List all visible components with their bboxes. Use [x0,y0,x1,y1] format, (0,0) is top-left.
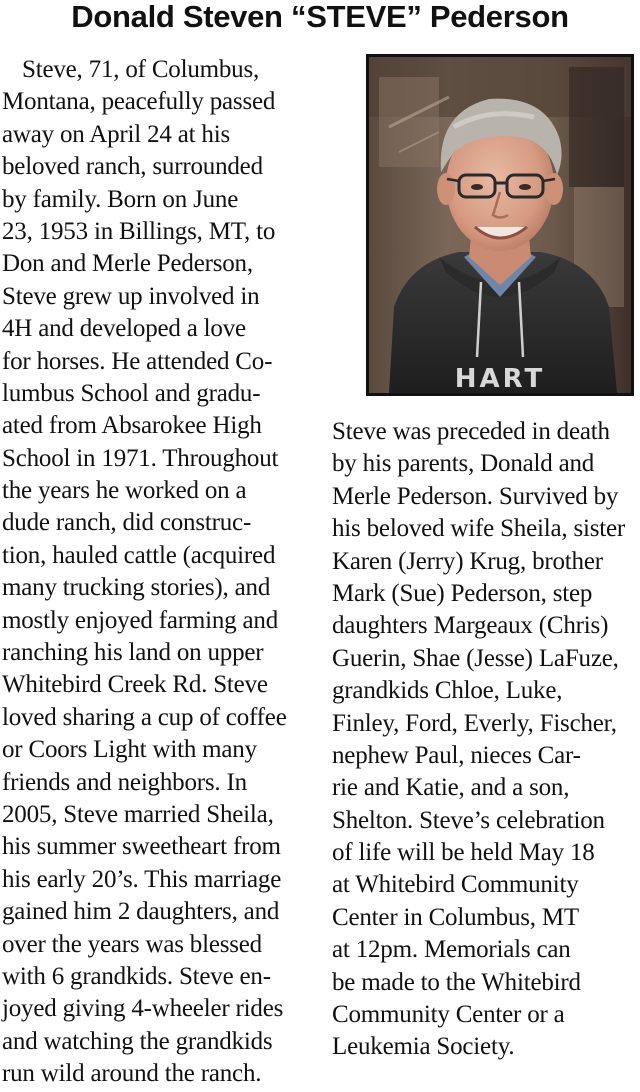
text-line: or Coors Light with many [2,736,257,764]
text-line: over the years was blessed [2,930,262,958]
text-line: dude ranch, did construc- [2,509,252,537]
text-line: Steve grew up involved in [2,282,260,310]
text-line: at 12pm. Memorials can [332,936,571,964]
text-line: Steve was preceded in death [332,418,610,445]
text-line: his beloved wife Sheila, sister [332,515,626,543]
text-line: his early 20’s. This marriage [2,865,282,893]
text-line: grandkids Chloe, Luke, [332,677,563,705]
text-line: Don and Merle Pederson, [2,250,253,278]
text-line: School in 1971. Throughout [2,444,279,472]
text-line: ranching his land on upper [2,639,264,667]
text-line: Karen (Jerry) Krug, brother [332,547,603,575]
obituary-left-column [2,54,318,1091]
text-line: lumbus School and gradu- [2,379,261,407]
text-line: Guerin, Shae (Jesse) LaFuze, [332,644,619,672]
text-line: Montana, peacefully passed [2,88,276,116]
text-line: away on April 24 at his [2,120,231,148]
text-line: Community Center or a [332,1001,565,1029]
text-line: daughters Margeaux (Chris) [332,612,609,640]
text-line: by family. Born on June [2,185,239,213]
portrait-photo [366,54,634,396]
text-line: joyed giving 4-wheeler rides [2,995,284,1023]
text-line: ated from Absarokee High [2,412,262,440]
text-line: at Whitebird Community [332,871,579,899]
text-line: Leukemia Society. [332,1033,515,1061]
text-line: run wild around the ranch. [2,1060,262,1088]
text-line: and watching the grandkids [2,1027,273,1055]
text-line: 2005, Steve married Sheila, [2,800,274,828]
shirt-lettering: HART [454,364,546,393]
text-line: many trucking stories), and [2,574,271,602]
text-line: Finley, Ford, Everly, Fischer, [332,709,617,737]
text-line: Center in Columbus, MT [332,903,579,931]
text-line: of life will be held May 18 [332,839,595,867]
text-line: his summer sweetheart from [2,833,281,861]
portrait-illustration [369,57,631,393]
text-line: mostly enjoyed farming and [2,606,278,634]
text-line: friends and neighbors. In [2,768,247,796]
text-line: be made to the Whitebird [332,968,581,996]
text-line: gained him 2 daughters, and [2,898,280,926]
obituary-right-column [332,416,640,1064]
obituary-title: Donald Steven “STEVE” Pederson [71,0,569,34]
text-line: 23, 1953 in Billings, MT, to [2,217,276,245]
text-line: loved sharing a cup of coffee [2,703,287,731]
text-line: Merle Pederson. Survived by [332,482,619,510]
text-line: the years he worked on a [2,477,247,505]
text-line: 4H and developed a love [2,315,246,343]
text-line: for horses. He attended Co- [2,347,273,375]
text-line: Whitebird Creek Rd. Steve [2,671,268,699]
text-line: Shelton. Steve’s celebration [332,806,605,834]
text-line: beloved ranch, surrounded [2,153,263,181]
text-line: Steve, 71, of Columbus, [22,56,260,83]
text-line: rie and Katie, and a son, [332,774,570,802]
text-line: with 6 grandkids. Steve en- [2,962,271,990]
text-line: by his parents, Donald and [332,450,595,478]
text-line: Mark (Sue) Pederson, step [332,579,593,607]
text-line: nephew Paul, nieces Car- [332,741,581,769]
text-line: tion, hauled cattle (acquired [2,541,276,569]
